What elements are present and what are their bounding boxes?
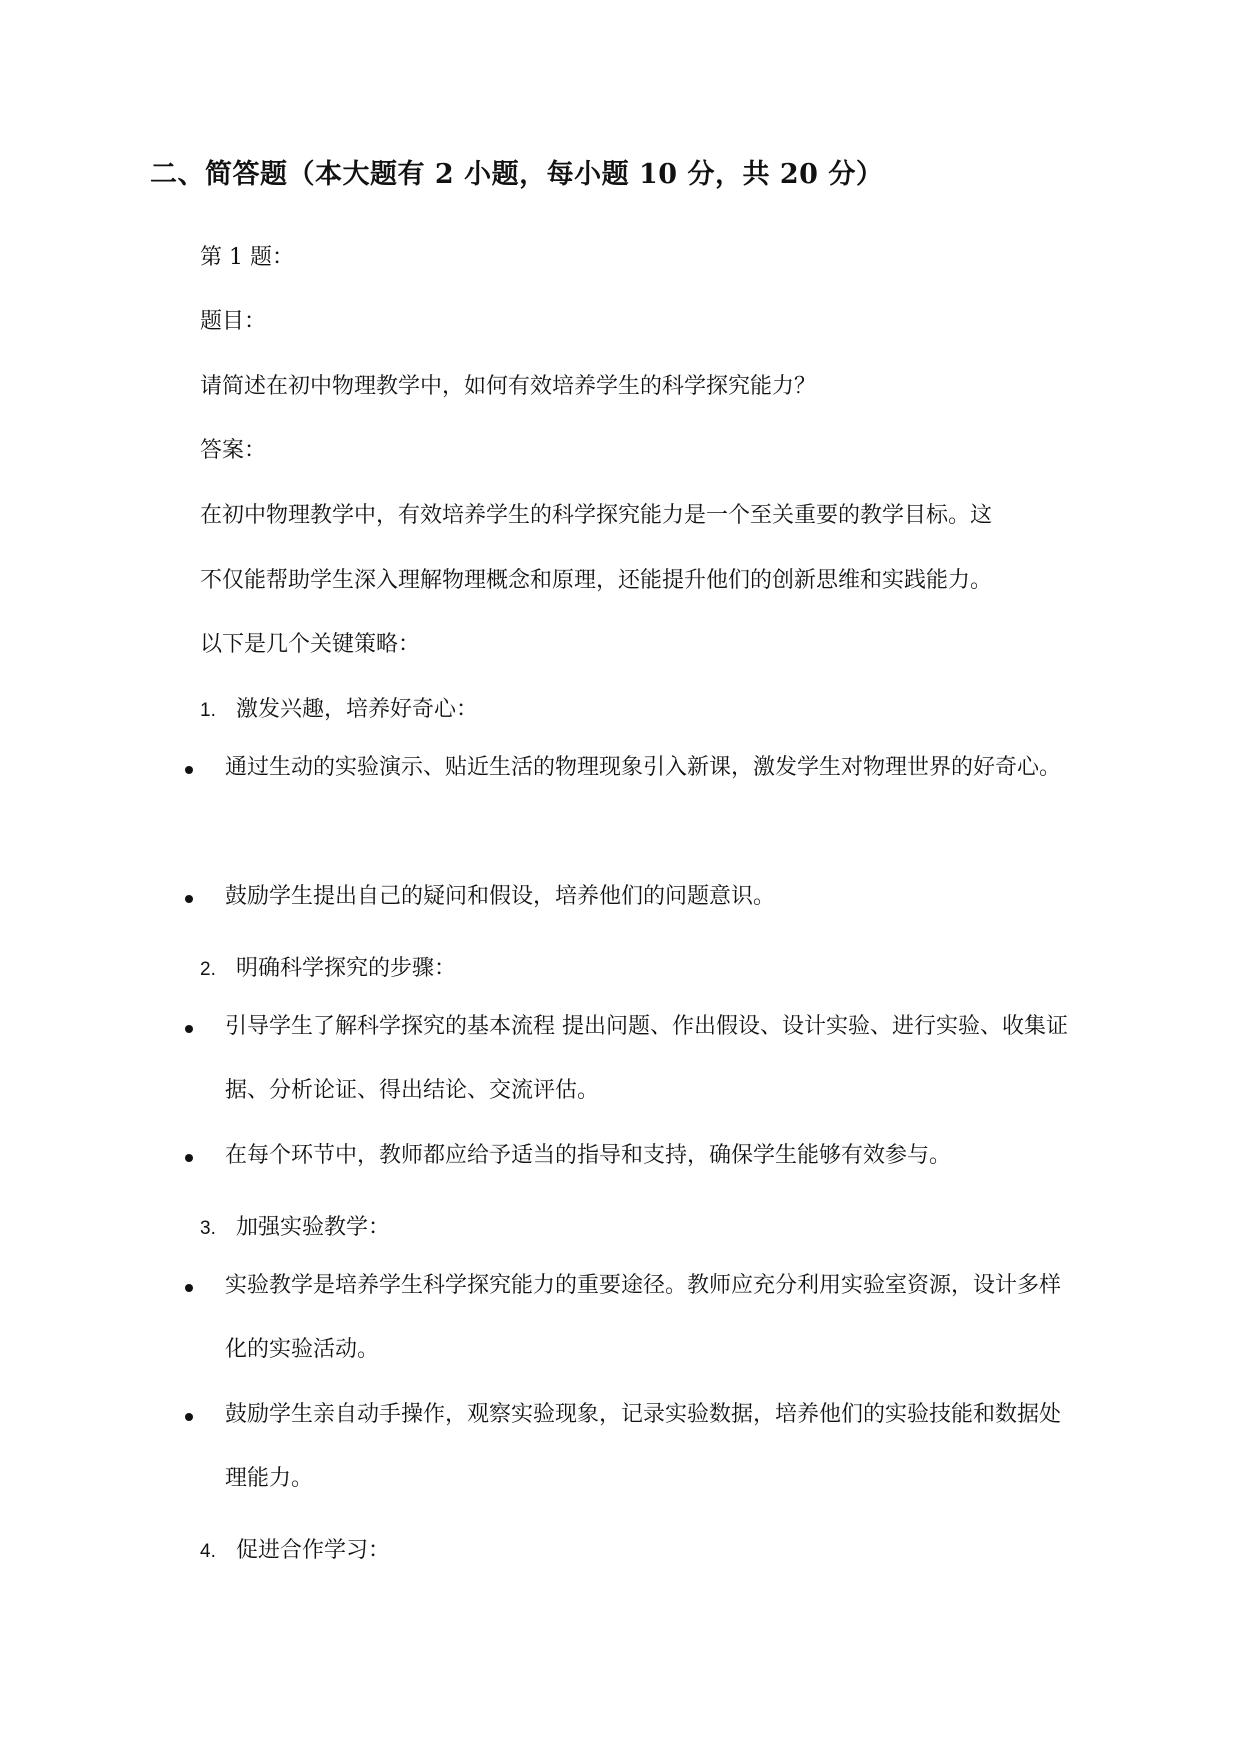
- section-title: 二、简答题（本大题有 2 小题，每小题 10 分，共 20 分）: [150, 159, 884, 190]
- strategy-number: 1.: [200, 700, 216, 721]
- bullet-text: 鼓励学生提出自己的疑问和假设，培养他们的问题意识。: [225, 884, 776, 909]
- answer-intro-line: 不仅能帮助学生深入理解物理概念和原理，还能提升他们的创新思维和实践能力。: [200, 568, 993, 593]
- strategy-heading: [200, 1533, 390, 1564]
- bullet-dot-icon: [185, 1154, 193, 1162]
- strategy-heading: [200, 951, 456, 982]
- strategy-title: 加强实验教学：: [236, 1215, 391, 1240]
- strategy-title: 促进合作学习：: [236, 1538, 391, 1563]
- bullet-text: 通过生动的实验演示、贴近生活的物理现象引入新课，激发学生对物理世界的好奇心。: [225, 755, 1062, 780]
- strategy-number: 3.: [200, 1218, 216, 1239]
- strategy-number: 4.: [200, 1541, 216, 1562]
- answer-intro-line: 在初中物理教学中，有效培养学生的科学探究能力是一个至关重要的教学目标。这: [200, 503, 993, 528]
- strategy-heading: [200, 692, 478, 723]
- bullet-dot-icon: [185, 1284, 193, 1292]
- bullet-dot-icon: [185, 766, 193, 774]
- question-number: 第 1 题：: [200, 245, 294, 270]
- bullet-dot-icon: [185, 895, 193, 903]
- bullet-text: 鼓励学生亲自动手操作，观察实验现象，记录实验数据，培养他们的实验技能和数据处理能力。: [225, 1402, 1062, 1491]
- strategy-title: 明确科学探究的步骤：: [236, 956, 457, 981]
- bullet-dot-icon: [185, 1025, 193, 1033]
- bullet-text: 实验教学是培养学生科学探究能力的重要途径。教师应充分利用实验室资源，设计多样化的实验活动。: [225, 1273, 1062, 1362]
- answer-label: 答案：: [200, 438, 267, 463]
- strategy-title: 激发兴趣，培养好奇心：: [236, 697, 479, 722]
- strategy-number: 2.: [200, 959, 216, 980]
- strategy-heading: [200, 1210, 390, 1241]
- bullet-text: 引导学生了解科学探究的基本流程 提出问题、作出假设、设计实验、进行实验、收集证据、分析论证、得出结论、交流评估。: [225, 1014, 1068, 1103]
- question-text: 请简述在初中物理教学中，如何有效培养学生的科学探究能力？: [200, 374, 817, 399]
- bullet-dot-icon: [185, 1413, 193, 1421]
- bullet-text: 在每个环节中，教师都应给予适当的指导和支持，确保学生能够有效参与。: [225, 1143, 952, 1168]
- question-label: 题目：: [200, 309, 267, 334]
- answer-intro-line: 以下是几个关键策略：: [200, 632, 421, 657]
